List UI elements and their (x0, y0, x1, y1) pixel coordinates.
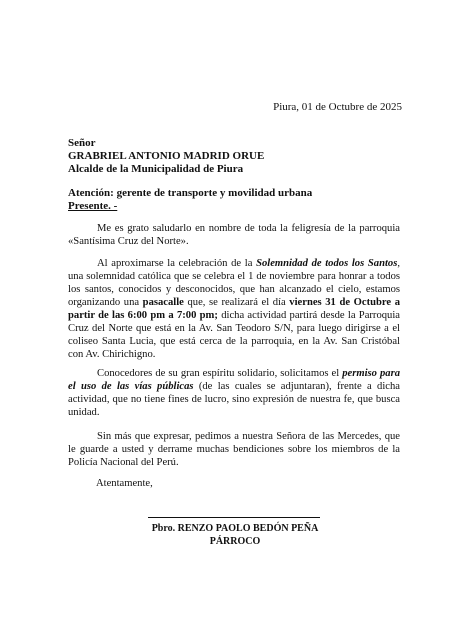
signature-role: PÁRROCO (209, 536, 261, 547)
signature-line (148, 517, 320, 518)
signature-block (110, 522, 360, 548)
date-line: Piura, 01 de Octubre de 2025 (273, 101, 402, 113)
paragraph-event-text-2: , una solemnidad católica que se celebra el 1 de noviembre para honrar a todos los santos, conocidos y desconocidos, que han alcanzado el cielo, estamos organizando una (68, 258, 400, 308)
paragraph-request (68, 367, 400, 419)
signature-name: Pbro. RENZO PAOLO BEDÓN PEÑA (151, 523, 319, 534)
paragraph-request-text-1: Conocedores de su gran espíritu solidario, solicitamos el (97, 368, 343, 379)
paragraph-event-text-4: dicha actividad partirá desde la Parroquia Cruz del Norte que está en la Av. San Teodoro S/N, para luego dirigirse a el coliseo Santa Lucia, que está cerca de la parroquia, en la Av. San Cristóbal con Av. Chirichigno. (68, 310, 400, 360)
paragraph-farewell-text: Sin más que expresar, pedimos a nuestra Señora de las Mercedes, que le guarde a usted y derrame muchas bendiciones sobre los miembros de la Policía Nacional del Perú. (68, 431, 400, 468)
recipient-title: Alcalde de la Municipalidad de Piura (68, 163, 244, 175)
paragraph-event-highlight-pasacalle: pasacalle (142, 297, 184, 308)
recipient-block (68, 137, 264, 176)
paragraph-farewell (68, 430, 400, 469)
paragraph-greeting (68, 222, 400, 248)
paragraph-greeting-text: Me es grato saludarlo en nombre de toda la feligresía de la parroquia «Santísima Cruz del Norte». (68, 223, 400, 247)
attention-block (68, 187, 312, 213)
paragraph-event-text-1: Al aproximarse la celebración de la (97, 258, 257, 269)
recipient-name: GRABRIEL ANTONIO MADRID ORUE (68, 150, 265, 162)
paragraph-event-highlight-solemnidad: Solemnidad de todos los Santos (256, 258, 398, 269)
paragraph-request-text-2: (de las cuales se adjuntaran), frente a dicha actividad, que no tiene fines de lucro, sino expresión de nuestra fe, que busca unidad. (68, 381, 400, 418)
presente-line: Presente. - (68, 200, 118, 212)
paragraph-event-text-3: que, se realizará el día (183, 297, 290, 308)
closing-line: Atentamente, (96, 478, 153, 489)
paragraph-event (68, 257, 400, 361)
paragraph-request-highlight-permiso: permiso para el uso de las vías públicas (68, 368, 400, 392)
paragraph-event-highlight-date: viernes 31 de Octubre a partir de las 6:00 pm a 7:00 pm; (68, 297, 401, 321)
recipient-salutation: Señor (68, 137, 96, 149)
attention-line: Atención: gerente de transporte y movilidad urbana (68, 187, 313, 199)
